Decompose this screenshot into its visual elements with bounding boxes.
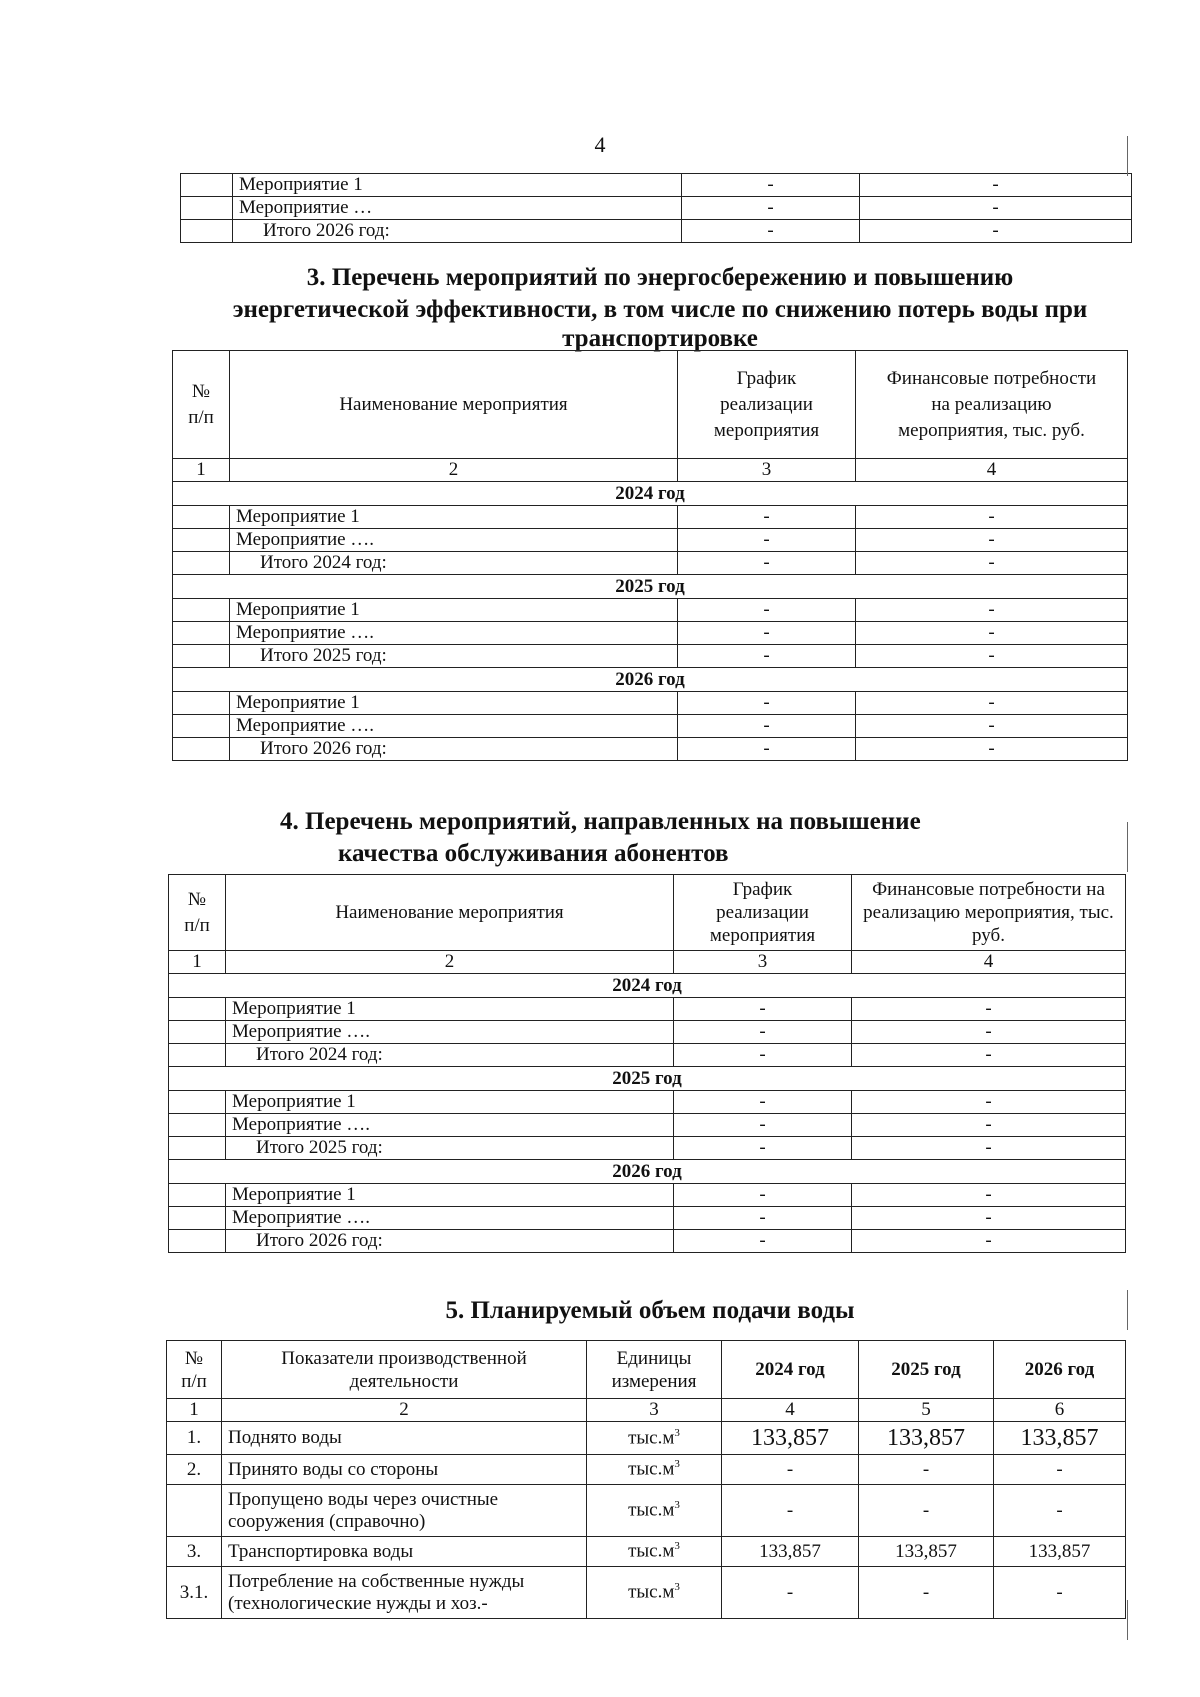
- measure-name: Итого 2025 год:: [230, 645, 678, 668]
- table-row: [167, 1485, 1126, 1537]
- empty-cell: [173, 645, 230, 668]
- value-2026: -: [994, 1455, 1126, 1485]
- table-row: [173, 692, 1128, 715]
- unit-base: тыс.м: [628, 1499, 675, 1521]
- scan-margin-line: [1127, 136, 1128, 176]
- unit-superscript: 3: [674, 1540, 680, 1553]
- table-row: [173, 715, 1128, 738]
- column-number: 4: [722, 1399, 859, 1422]
- col-unit-header: Единицы измерения: [587, 1341, 722, 1399]
- schedule-value: -: [674, 1021, 852, 1044]
- indicator-name: Поднято воды: [222, 1422, 587, 1455]
- table-row: [169, 1137, 1126, 1160]
- empty-cell: [173, 692, 230, 715]
- measure-name: Итого 2026 год:: [233, 220, 682, 243]
- year-label: 2025 год: [169, 1067, 1126, 1091]
- column-number: 4: [852, 951, 1126, 974]
- unit-base: тыс.м: [628, 1427, 675, 1449]
- year-row: [169, 974, 1126, 998]
- column-number: 2: [222, 1399, 587, 1422]
- measure-name: Мероприятие ….: [226, 1021, 674, 1044]
- table-row: [169, 1207, 1126, 1230]
- empty-cell: [173, 599, 230, 622]
- empty-cell: [169, 1207, 226, 1230]
- column-number: 3: [674, 951, 852, 974]
- col-schedule-header: График реализации мероприятия: [678, 351, 856, 459]
- measure-name: Мероприятие 1: [230, 506, 678, 529]
- table-row: [169, 1044, 1126, 1067]
- empty-cell: [169, 1230, 226, 1253]
- unit-value: [587, 1485, 722, 1537]
- scan-margin-line: [1127, 1290, 1128, 1330]
- empty-cell: [181, 220, 233, 243]
- year-label: 2025 год: [173, 575, 1128, 599]
- finance-value: -: [856, 622, 1128, 645]
- unit-base: тыс.м: [628, 1458, 675, 1480]
- table-row: [173, 506, 1128, 529]
- measure-name: Мероприятие ….: [230, 529, 678, 552]
- section5-table: [166, 1340, 1126, 1619]
- column-number: 1: [173, 459, 230, 482]
- value-2026: 133,857: [994, 1422, 1126, 1455]
- unit-superscript: 3: [674, 1426, 680, 1439]
- schedule-value: -: [682, 220, 860, 243]
- schedule-value: -: [678, 552, 856, 575]
- table-row: [169, 1114, 1126, 1137]
- schedule-value: -: [674, 1184, 852, 1207]
- finance-value: -: [856, 506, 1128, 529]
- table-row: [169, 998, 1126, 1021]
- empty-cell: [169, 1021, 226, 1044]
- empty-cell: [169, 1114, 226, 1137]
- col-schedule-header: График реализации мероприятия: [674, 875, 852, 951]
- value-2025: -: [859, 1567, 994, 1619]
- indicator-name: Потребление на собственные нужды (технологические нужды и хоз.-: [222, 1567, 587, 1619]
- finance-value: -: [860, 174, 1132, 197]
- year-row: [173, 668, 1128, 692]
- value-2025: -: [859, 1485, 994, 1537]
- schedule-value: -: [674, 1044, 852, 1067]
- empty-cell: [169, 1184, 226, 1207]
- col-finance-header: Финансовые потребности на реализацию мероприятия, тыс. руб.: [856, 351, 1128, 459]
- scan-margin-line: [1127, 1600, 1128, 1640]
- unit-value: [587, 1455, 722, 1485]
- schedule-value: -: [678, 645, 856, 668]
- row-number: 3.: [167, 1537, 222, 1567]
- value-2025: 133,857: [859, 1422, 994, 1455]
- unit-value: [587, 1422, 722, 1455]
- section4-table: [168, 874, 1126, 1253]
- unit-value: [587, 1537, 722, 1567]
- indicator-name: Принято воды со стороны: [222, 1455, 587, 1485]
- schedule-value: -: [678, 715, 856, 738]
- section3-title: 3. Перечень мероприятий по энергосбережению и повышению энергетической эффективности, в том числе по снижению потерь воды при транспортировке: [232, 264, 1088, 352]
- year-row: [169, 1067, 1126, 1091]
- value-2024: 133,857: [722, 1422, 859, 1455]
- empty-cell: [169, 1137, 226, 1160]
- value-2026: -: [994, 1485, 1126, 1537]
- indicator-name: Транспортировка воды: [222, 1537, 587, 1567]
- col-2026-header: 2026 год: [994, 1341, 1126, 1399]
- schedule-value: -: [674, 1207, 852, 1230]
- table-row: [167, 1537, 1126, 1567]
- column-number: 2: [230, 459, 678, 482]
- year-label: 2024 год: [169, 974, 1126, 998]
- finance-value: -: [852, 1207, 1126, 1230]
- finance-value: -: [856, 552, 1128, 575]
- value-2026: 133,857: [994, 1537, 1126, 1567]
- year-row: [173, 575, 1128, 599]
- col-num-header: № п/п: [173, 351, 230, 459]
- column-number: 1: [169, 951, 226, 974]
- finance-value: -: [860, 197, 1132, 220]
- section4-title: 4. Перечень мероприятий, направленных на повышение качества обслуживания абонентов: [280, 808, 921, 867]
- unit-base: тыс.м: [628, 1581, 675, 1603]
- value-2026: -: [994, 1567, 1126, 1619]
- column-number: 1: [167, 1399, 222, 1422]
- year-label: 2024 год: [173, 482, 1128, 506]
- year-label: 2026 год: [173, 668, 1128, 692]
- finance-value: -: [852, 1137, 1126, 1160]
- finance-value: -: [852, 1114, 1126, 1137]
- measure-name: Мероприятие …: [233, 197, 682, 220]
- finance-value: -: [856, 692, 1128, 715]
- column-number: 4: [856, 459, 1128, 482]
- finance-value: -: [856, 738, 1128, 761]
- col-2024-header: 2024 год: [722, 1341, 859, 1399]
- measure-name: Итого 2024 год:: [226, 1044, 674, 1067]
- value-2025: 133,857: [859, 1537, 994, 1567]
- col-num-header: № п/п: [167, 1341, 222, 1399]
- schedule-value: -: [674, 1230, 852, 1253]
- col-finance-header: Финансовые потребности на реализацию мероприятия, тыс. руб.: [852, 875, 1126, 951]
- schedule-value: -: [678, 599, 856, 622]
- unit-superscript: 3: [674, 1458, 680, 1471]
- finance-value: -: [856, 599, 1128, 622]
- measure-name: Мероприятие 1: [226, 1091, 674, 1114]
- measure-name: Мероприятие 1: [226, 1184, 674, 1207]
- section3-table: [172, 350, 1128, 761]
- page-number: 4: [594, 132, 606, 157]
- table-row: [173, 645, 1128, 668]
- table-row: [169, 1021, 1126, 1044]
- continued-table: [180, 173, 1132, 243]
- empty-cell: [173, 552, 230, 575]
- row-number: 1.: [167, 1422, 222, 1455]
- value-2024: 133,857: [722, 1537, 859, 1567]
- schedule-value: -: [678, 529, 856, 552]
- table-row: [169, 1230, 1126, 1253]
- table-row: [169, 1184, 1126, 1207]
- finance-value: -: [852, 1184, 1126, 1207]
- measure-name: Итого 2025 год:: [226, 1137, 674, 1160]
- empty-cell: [169, 1091, 226, 1114]
- empty-cell: [181, 174, 233, 197]
- measure-name: Итого 2026 год:: [226, 1230, 674, 1253]
- measure-name: Мероприятие ….: [230, 715, 678, 738]
- schedule-value: -: [678, 506, 856, 529]
- col-indicator-header: Показатели производственной деятельности: [222, 1341, 587, 1399]
- year-row: [169, 1160, 1126, 1184]
- indicator-name: Пропущено воды через очистные сооружения (справочно): [222, 1485, 587, 1537]
- column-number: 3: [678, 459, 856, 482]
- column-number: 2: [226, 951, 674, 974]
- measure-name: Мероприятие 1: [230, 599, 678, 622]
- empty-cell: [181, 197, 233, 220]
- measure-name: Мероприятие ….: [230, 622, 678, 645]
- empty-cell: [169, 1044, 226, 1067]
- table-row: [169, 1091, 1126, 1114]
- schedule-value: -: [678, 692, 856, 715]
- table-row: [181, 220, 1132, 243]
- table-row: [173, 529, 1128, 552]
- section5-title: 5. Планируемый объем подачи воды: [445, 1297, 855, 1324]
- measure-name: Мероприятие 1: [226, 998, 674, 1021]
- value-2025: -: [859, 1455, 994, 1485]
- finance-value: -: [856, 529, 1128, 552]
- table-row: [173, 738, 1128, 761]
- col-name-header: Наименование мероприятия: [230, 351, 678, 459]
- table-row: [181, 197, 1132, 220]
- value-2024: -: [722, 1485, 859, 1537]
- unit-base: тыс.м: [628, 1540, 675, 1562]
- schedule-value: -: [682, 174, 860, 197]
- schedule-value: -: [674, 998, 852, 1021]
- unit-superscript: 3: [674, 1499, 680, 1512]
- empty-cell: [173, 738, 230, 761]
- row-number: [167, 1485, 222, 1537]
- finance-value: -: [852, 1091, 1126, 1114]
- table-row: [167, 1422, 1126, 1455]
- finance-value: -: [852, 998, 1126, 1021]
- column-number: 6: [994, 1399, 1126, 1422]
- column-number: 5: [859, 1399, 994, 1422]
- year-row: [173, 482, 1128, 506]
- table-row: [167, 1455, 1126, 1485]
- year-label: 2026 год: [169, 1160, 1126, 1184]
- row-number: 2.: [167, 1455, 222, 1485]
- measure-name: Мероприятие ….: [226, 1114, 674, 1137]
- empty-cell: [169, 998, 226, 1021]
- empty-cell: [173, 622, 230, 645]
- table-row: [181, 174, 1132, 197]
- finance-value: -: [856, 715, 1128, 738]
- value-2024: -: [722, 1455, 859, 1485]
- finance-value: -: [852, 1230, 1126, 1253]
- col-num-header: № п/п: [169, 875, 226, 951]
- table-row: [173, 599, 1128, 622]
- measure-name: Мероприятие ….: [226, 1207, 674, 1230]
- table-row: [167, 1567, 1126, 1619]
- table-row: [173, 552, 1128, 575]
- measure-name: Итого 2026 год:: [230, 738, 678, 761]
- schedule-value: -: [674, 1137, 852, 1160]
- finance-value: -: [852, 1044, 1126, 1067]
- measure-name: Мероприятие 1: [230, 692, 678, 715]
- schedule-value: -: [674, 1114, 852, 1137]
- schedule-value: -: [678, 622, 856, 645]
- schedule-value: -: [682, 197, 860, 220]
- value-2024: -: [722, 1567, 859, 1619]
- measure-name: Итого 2024 год:: [230, 552, 678, 575]
- unit-superscript: 3: [674, 1581, 680, 1594]
- unit-value: [587, 1567, 722, 1619]
- column-number: 3: [587, 1399, 722, 1422]
- finance-value: -: [860, 220, 1132, 243]
- table-row: [173, 622, 1128, 645]
- empty-cell: [173, 715, 230, 738]
- measure-name: Мероприятие 1: [233, 174, 682, 197]
- empty-cell: [173, 506, 230, 529]
- schedule-value: -: [674, 1091, 852, 1114]
- row-number: 3.1.: [167, 1567, 222, 1619]
- finance-value: -: [852, 1021, 1126, 1044]
- scan-margin-line: [1127, 822, 1128, 872]
- empty-cell: [173, 529, 230, 552]
- col-2025-header: 2025 год: [859, 1341, 994, 1399]
- col-name-header: Наименование мероприятия: [226, 875, 674, 951]
- finance-value: -: [856, 645, 1128, 668]
- schedule-value: -: [678, 738, 856, 761]
